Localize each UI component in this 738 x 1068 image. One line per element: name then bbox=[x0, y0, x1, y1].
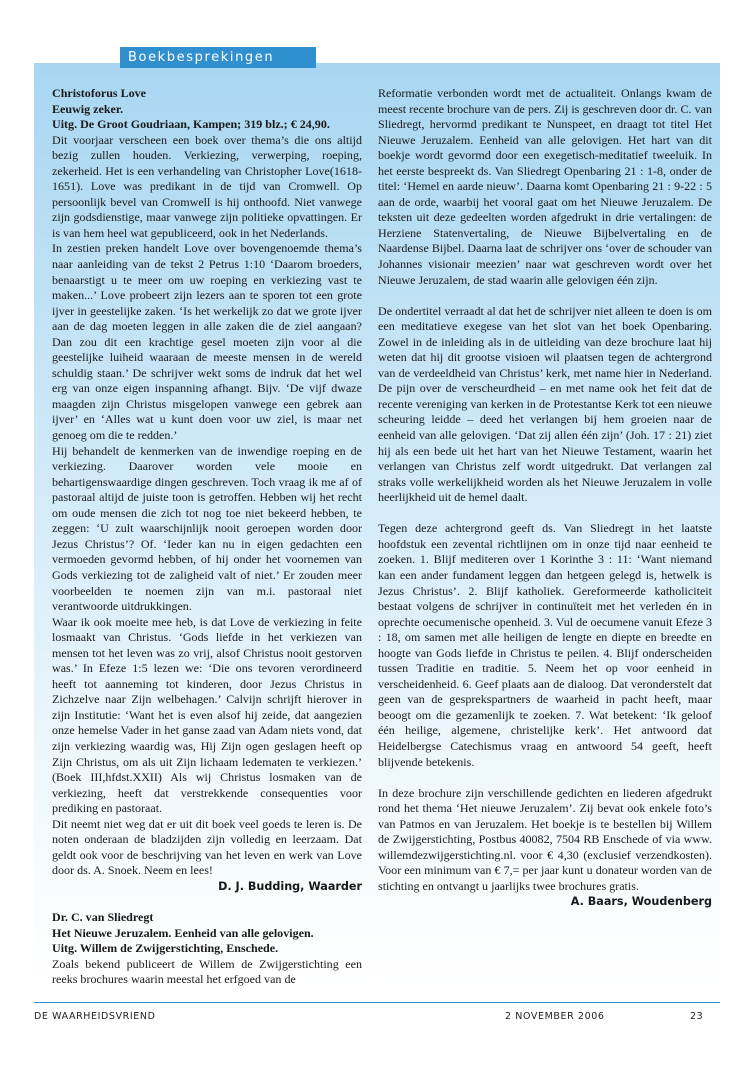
review2-title: Het Nieuwe Jeruzalem. Eenheid van alle gelovigen. bbox=[52, 925, 314, 940]
review1-paragraph-2: In zestien preken handelt Love over bovengenoemde thema’s naar aanleiding van de tekst 2 Petrus 1:10 ‘Daarom broeders, benaarstigt u te meer om uw roeping en verkiezing vast te maken...’ Love probeert zijn lezers aan te sporen tot een grote ijver in geestelijke zaken. ‘Is het werkelijk zo dat we grote ijver aan de dag moeten leggen in alle zaken die de ziel aangaan? Dan zou dit een krachtige gesel moeten zijn voor al die geestelijke luiheid waaraan de meeste mensen in de wereld schuldig staan.’ De schrijver wekt soms de indruk dat het wel erg van onze eigen inspanning afhangt. Bijv. ‘De vijf dwaze maagden zijn Christus misgelopen vanwege een gebrek aan ijver’ en ‘Alles wat u kunt doen voor uw ziel, is maar net genoeg om die te redden.’ bbox=[52, 241, 362, 443]
review1-publisher: Uitg. De Groot Goudriaan, Kampen; 319 blz.; € 24,90. bbox=[52, 117, 330, 132]
review2-paragraph-cont: Reformatie verbonden wordt met de actualiteit. Onlangs kwam de meest recente brochure van de pers. Zij is geschreven door dr. C. van Sliedregt, hervormd predikant te Nunspeet, en draagt tot titel Het Nieuwe Jeruzalem. Eenheid van alle gelovigen. Het hart van dit boekje wordt gevormd door een exegetisch-meditatief tweeluik. In het eerste bespreekt ds. Van Sliedregt Openbaring 21 : 1-8, onder de titel: ‘Hemel en aarde nieuw’. Daarna komt Openbaring 21 : 9-22 : 5 aan de orde, waarbij het vooral gaat om het Nieuwe Jeruzalem. De teksten uit deze gedeelten worden afgedrukt in drie vertalingen: de Herziene Statenvertaling, de Nieuwe Bijbelvertaling en de Naardense Bijbel. Daarna laat de schrijver ons ‘over de schouder van Johannes visionair meezien’ naar wat geschreven wordt over het Nieuwe Jeruzalem, de stad waarin alle gelovigen één zijn. bbox=[378, 86, 712, 287]
review2-author: Dr. C. van Sliedregt bbox=[52, 909, 154, 924]
review1-title: Eeuwig zeker. bbox=[52, 101, 124, 116]
review1-signature: D. J. Budding, Waarder bbox=[218, 879, 362, 893]
left-column bbox=[52, 86, 362, 988]
footer-page-number: 23 bbox=[690, 1011, 704, 1022]
review2-paragraph-3: Tegen deze achtergrond geeft ds. Van Sliedregt in het laatste hoofdstuk een zevental richtlijnen om in onze tijd naar eenheid te zoeken. 1. Blijf mediteren over 1 Korinthe 3 : 11: ‘Want niemand kan een ander fundament leggen dan hetgeen gelegd is, hetwelk is Jezus Christus’. 2. Blijf katholiek. Gereformeerde katholiciteit bestaat volgens de schrijver in continuïteit met het verleden én in oprechte oecumenische openheid. 3. Vul de oecumene vanuit Efeze 3 : 18, om samen met alle heiligen de lengte en diepte en breedte en hoogte van Gods liefde in Christus te peilen. 4. Blijf onderscheiden tussen Traditie en traditie. 5. Neem het op voor eenheid in verscheidenheid. 6. Geef plaats aan de dialoog. Dat veronderstelt dat geen van de gesprekspartners de waarheid in pacht heeft, maar beoogt om die gezamenlijk te zoeken. 7. Wat betekent: ‘Ik geloof één heilige, algemene, christelijke kerk’. Het antwoord dat Heidelbergse Catechismus vraag en antwoord 54 geeft, heeft blijvende betekenis. bbox=[378, 521, 712, 769]
review1-author: Christoforus Love bbox=[52, 86, 147, 100]
footer-divider bbox=[34, 1002, 720, 1003]
review2-paragraph-2: De ondertitel verraadt al dat het de schrijver niet alleen te doen is om een meditatieve exegese van het slot van het boek Openbaring. Zowel in de inleiding als in de uitleiding van deze brochure laat hij weten dat hij dit grootse visioen wil plaatsen tegen de achtergrond van de verdeeldheid van Christus’ kerk, met name hier in Nederland. De pijn over de verscheurdheid – en met name ook het feit dat de recente vereniging van kerken in de Protestantse Kerk tot een nieuwe scheuring leidde – deed het verlangen bij hem groeien naar de eenheid van alle gelovigen. ‘Dat zij allen één zijn’ (Joh. 17 : 21) ziet hij als een bede uit het hart van het Nieuwe Testament, waarin het verlangen van Christus zelf wordt uitgedrukt. Dat verlangen zal straks volle werkelijkheid worden als het Nieuwe Jeruzalem in volle heerlijkheid uit de hemel daalt. bbox=[378, 303, 712, 505]
review1-paragraph-3: Hij behandelt de kenmerken van de inwendige roeping en de verkiezing. Daarover worden vele mooie en behartigenswaardige dingen geschreven. Toch vraag ik me af of pastoraal altijd de juiste toon is getroffen. Hebben wij het recht om oude mensen die zich tot nog toe niet bekeerd hebben, te zeggen: ‘U zult waarschijnlijk nooit geroepen worden door Jezus Christus’? Of. ‘Ieder kan nu in eigen gedachten een vermoeden gevormd hebben, of hij onder het voornemen van Gods verkiezing tot de zaligheid valt of niet.’ Er zouden meer voorbeelden te noemen zijn van m.i. pastoraal niet verantwoorde uitdrukkingen. bbox=[52, 443, 362, 614]
review1-paragraph-1: Dit voorjaar verscheen een boek over thema’s die ons altijd bezig zullen houden. Verkiezing, verwerping, roeping, zekerheid. Het is een verhandeling van Christopher Love(1618-1651). Love was predikant in de tijd van Cromwell. Op persoonlijk bevel van Cromwell is hij onthoofd. Niet vanwege zijn godsdienstige, maar vanwege zijn politieke opvattingen. Er is van hem heel wat gepubliceerd, ook in het Nederlands. bbox=[52, 132, 362, 240]
footer-date: 2 NOVEMBER 2006 bbox=[505, 1011, 605, 1022]
review2-paragraph-4: In deze brochure zijn verschillende gedichten en liederen afgedrukt rond het thema ‘Het nieuwe Jeruzalem’. Zij bevat ook enkele foto’s van Patmos en van Jeruzalem. Het boekje is te bestellen bij Willem de Zwijgerstichting, Postbus 40082, 7504 RB Enschede of via www. willemdezwijgerstichting.nl. voor € 4,30 (exclusief verzendkosten). Voor een minimum van € 7,= per jaar kunt u donateur worden van de stichting en ontvangt u jaarlijks twee brochures gratis. bbox=[378, 785, 712, 893]
review2-signature: A. Baars, Woudenberg bbox=[570, 895, 712, 909]
review2-paragraph-start: Zoals bekend publiceert de Willem de Zwijgerstichting een reeks brochures waarin meestal het erfgoed van de bbox=[52, 956, 362, 987]
section-header-tab: Boekbesprekingen bbox=[120, 47, 316, 68]
review1-paragraph-5: Dit neemt niet weg dat er uit dit boek veel goeds te leren is. De noten onderaan de bladzijden zijn volledig en leerzaam. Dat geldt ook voor de beschrijving van het leven en werk van Love door ds. A. Snoek. Neem en lees! bbox=[52, 816, 362, 878]
right-column bbox=[378, 86, 712, 910]
review2-publisher: Uitg. Willem de Zwijgerstichting, Enschede. bbox=[52, 941, 279, 956]
footer-publication: DE WAARHEIDSVRIEND bbox=[34, 1011, 156, 1022]
review1-paragraph-4: Waar ik ook moeite mee heb, is dat Love de verkiezing in feite losmaakt van Christus. ‘Gods liefde in het verkiezen van mensen tot het leven was zo vrij, alsof Christus nooit gestorven was.’ In Efeze 1:5 lezen we: ‘Die ons tevoren verordineerd heeft tot aanneming tot kinderen, door Jezus Christus in Zichzelve naar Zijn welbehagen.’ Calvijn schrijft hierover in zijn Institutie: ‘Want het is even alsof hij zeide, dat aangezien onze hemelse Vader in het ganse zaad van Adam niets vond, dat zijn verkiezing waardig was, Hij Zijn ogen geslagen heeft op Zijn Christus, om als uit Zijn lichaam ledematen te verkiezen.’ (Boek III,hfdst.XXII) Als wij Christus losmaken van de verkiezing, heeft dat verstrekkende consequenties voor prediking en pastoraat. bbox=[52, 614, 362, 816]
